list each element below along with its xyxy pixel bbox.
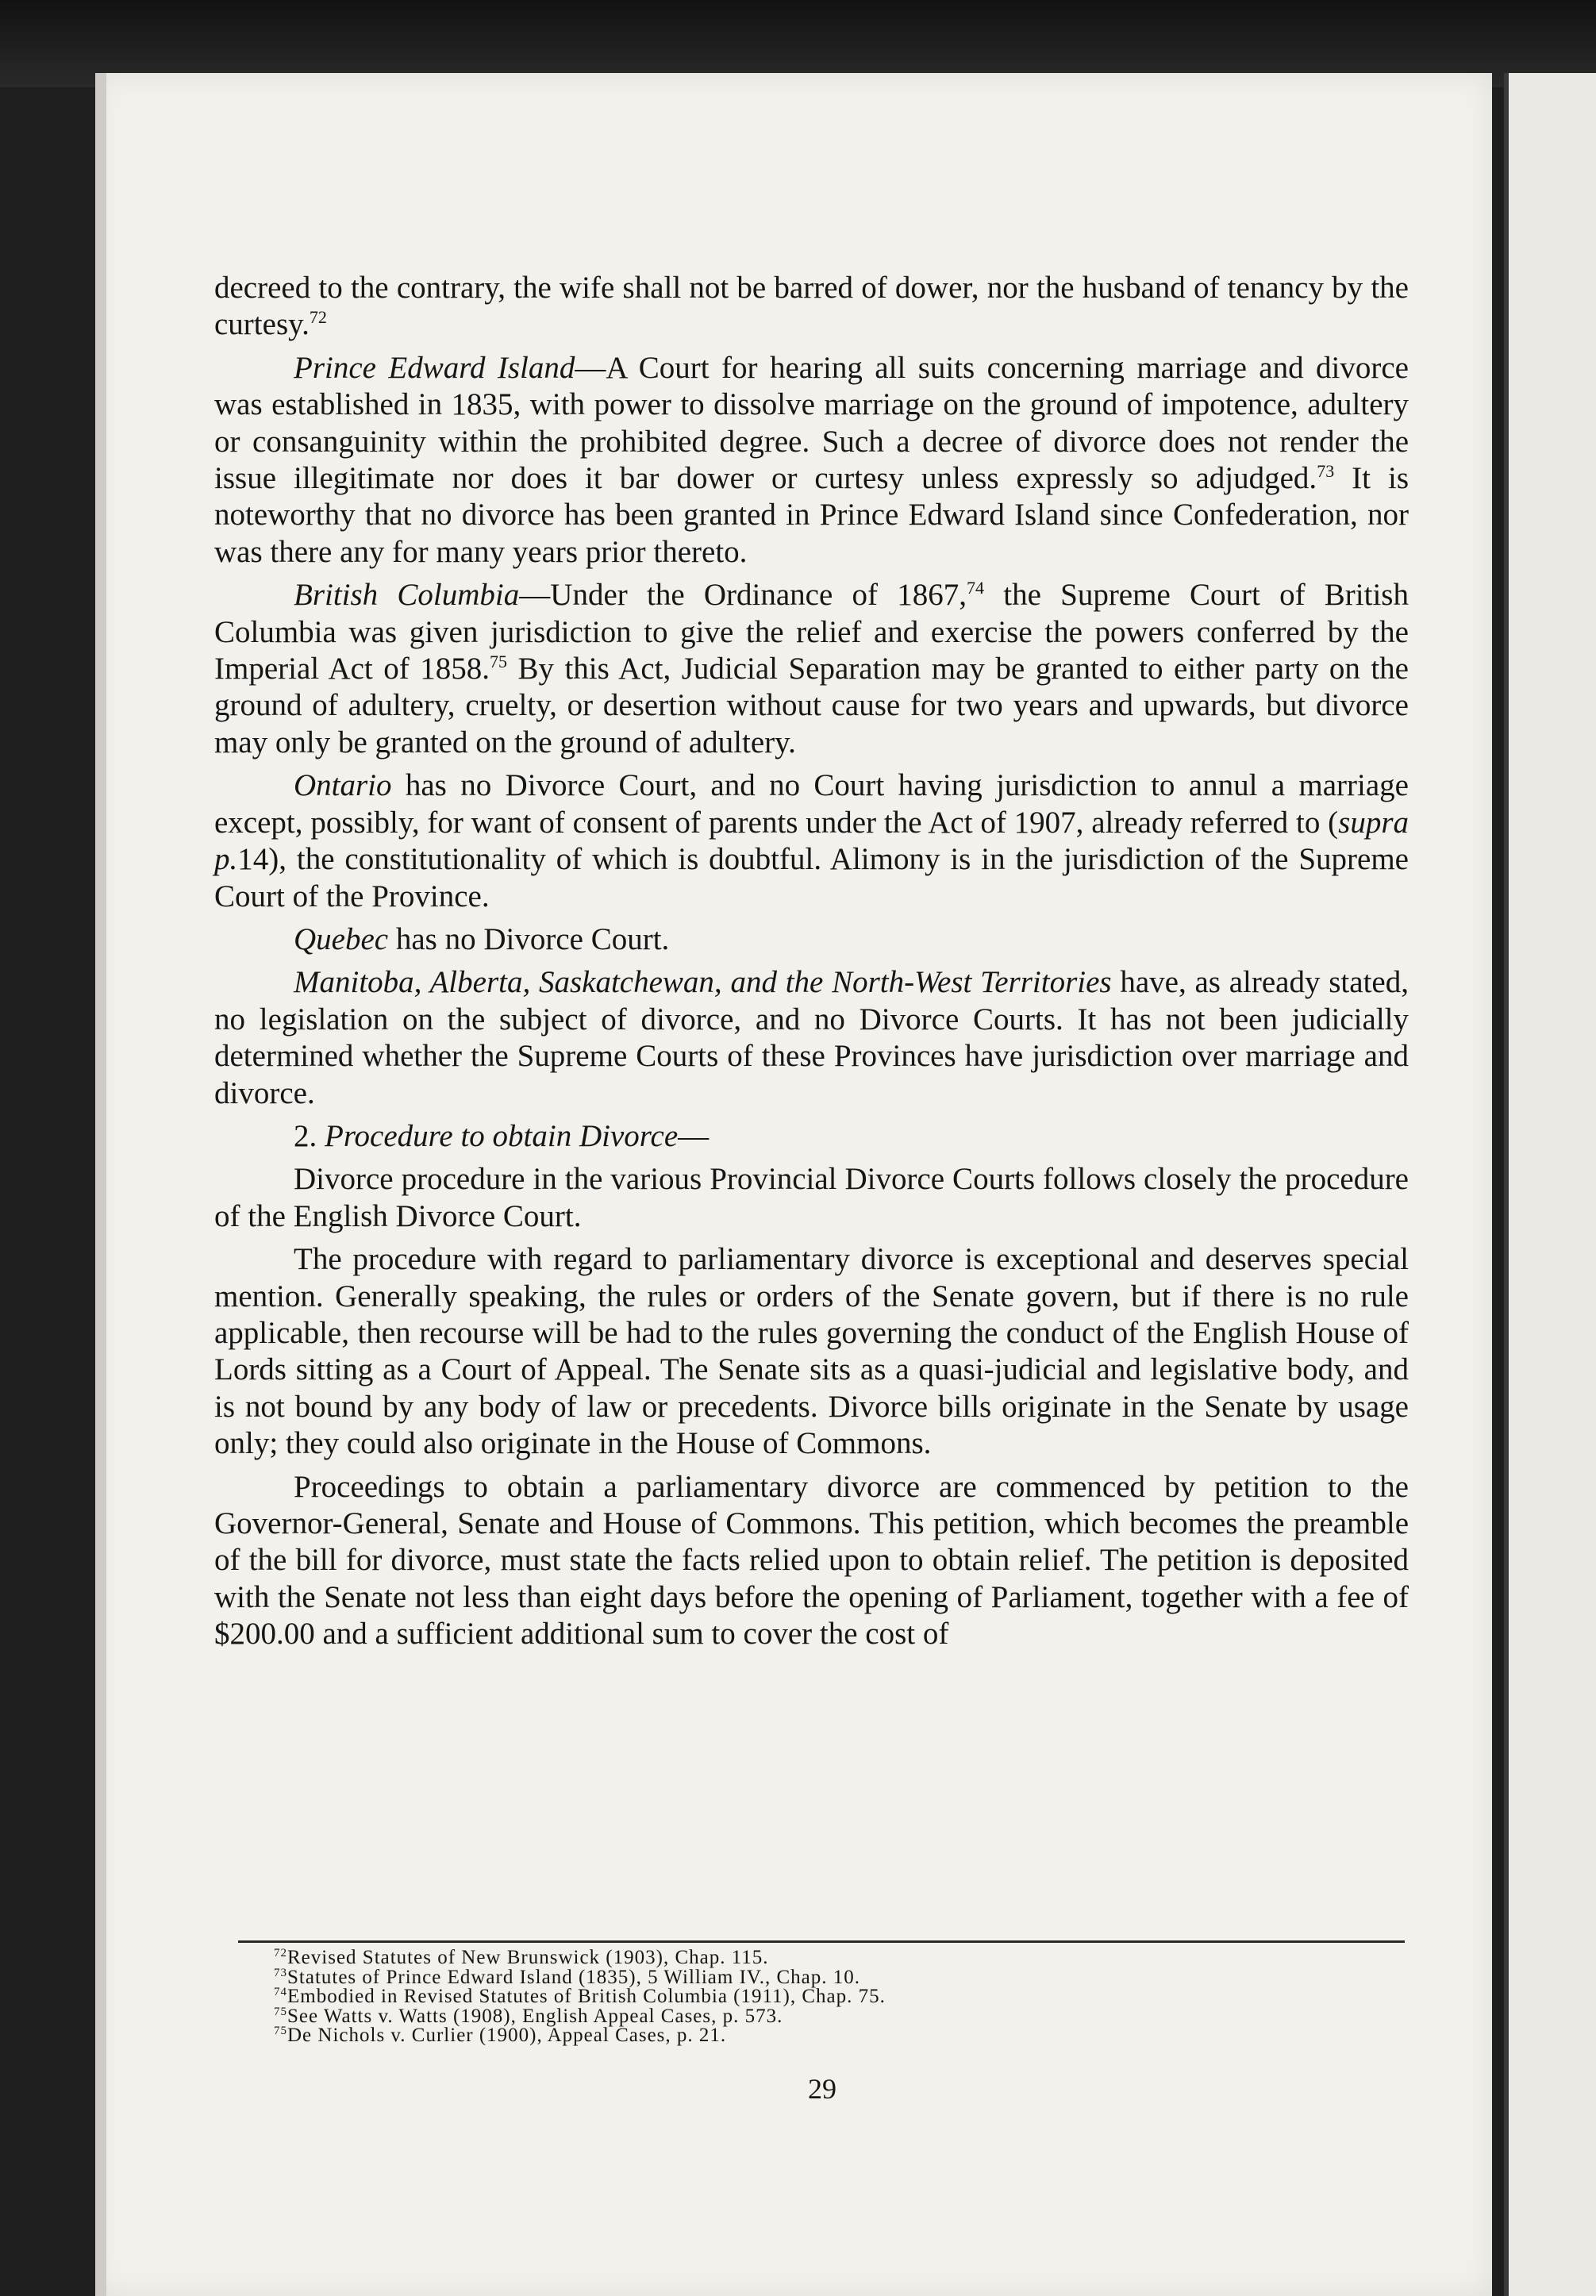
paragraph: [214, 767, 1409, 915]
paragraph: [214, 350, 1409, 571]
paragraph-text: —A Court for hearing all suits concerning marriage and divorce was established in 1835, with power to dissolve marriage on the ground of impotence, adultery or consanguinity within the prohibited degree. Such a decree of divorce does not render the issue illegitimate nor does it bar dower or curtesy unless expressly so adjudged.: [214, 350, 1409, 496]
paragraph: [214, 921, 1409, 958]
paragraph: [214, 1161, 1409, 1235]
footnote-mark: 73: [274, 1966, 287, 1979]
paragraph-text: the Supreme Court of British Columbia was given jurisdiction to give the relief and exercise the powers conferred by the Imperial Act of 1858.: [214, 578, 1409, 686]
footnote: [274, 2007, 1385, 2027]
paragraph-text: —: [678, 1118, 710, 1153]
paragraph-text: It is noteworthy that no divorce has been granted in Prince Edward Island since Confederation, nor was there any for many years prior thereto.: [214, 461, 1409, 569]
footnote-divider: [238, 1940, 1405, 1943]
paragraph-text: 14), the constitutionality of which is doubtful. Alimony is in the jurisdiction of the Supreme Court of the Province.: [214, 842, 1409, 913]
paragraph: [214, 577, 1409, 761]
footnote-text: Statutes of Prince Edward Island (1835), 5 William IV., Chap. 10.: [287, 1966, 860, 1988]
footnote-ref: 75: [489, 652, 507, 672]
paragraph-text: has no Divorce Court, and no Court having jurisdiction to annul a marriage except, possibly, for want of consent of parents under the Act of 1907, already referred to (: [214, 768, 1409, 840]
footnote: [274, 1968, 1385, 1988]
footnote-text: Revised Statutes of New Brunswick (1903), Chap. 115.: [287, 1947, 769, 1968]
province-heading: Prince Edward Island: [294, 350, 575, 385]
paragraph: [214, 1241, 1409, 1462]
paragraph-text: Proceedings to obtain a parliamentary divorce are commenced by petition to the Governor-General, Senate and House of Commons. This petition, which becomes the preamble of the bill for divorce, must state the facts relied upon to obtain relief. The petition is deposited with the Senate not less than eight days before the opening of Parliament, together with a fee of $200.00 and a sufficient additional sum to cover the cost of: [214, 1469, 1409, 1652]
footnote-ref: 73: [1317, 461, 1335, 482]
footnote: [274, 1987, 1385, 2007]
province-heading: Ontario: [294, 768, 392, 803]
footnote-text: Embodied in Revised Statutes of British Columbia (1911), Chap. 75.: [287, 1986, 886, 2008]
paragraph-text: By this Act, Judicial Separation may be granted to either party on the ground of adultery, cruelty, or desertion without cause for two years and upwards, but divorce may only be granted on the ground of adultery.: [214, 652, 1409, 760]
paragraph-text: has no Divorce Court.: [388, 921, 670, 956]
footnotes: [274, 1948, 1385, 2046]
footnote-mark: 74: [274, 1986, 287, 1999]
paragraph: [214, 1469, 1409, 1653]
adjacent-page-edge: [1504, 73, 1596, 2296]
footnote-mark: 75: [274, 2005, 287, 2018]
section-heading: [214, 1118, 1409, 1155]
paragraph-text: decreed to the contrary, the wife shall not be barred of dower, nor the husband of tenancy by the curtesy.: [214, 271, 1409, 342]
paragraph-text: Divorce procedure in the various Provincial Divorce Courts follows closely the procedure of the English Divorce Court.: [214, 1162, 1409, 1233]
citation-italic: supra p.: [214, 805, 1409, 877]
footnote: [274, 2026, 1385, 2046]
paragraph-text: —Under the Ordinance of 1867,: [519, 578, 967, 613]
section-number: 2.: [294, 1118, 325, 1153]
paragraph-text: The procedure with regard to parliamentary divorce is exceptional and deserves special mention. Generally speaking, the rules or orders of the Senate govern, but if there is no rule applicable, then recourse will be had to the rules governing the conduct of the English House of Lords sitting as a Court of Appeal. The Senate sits as a quasi-judicial and legislative body, and is not bound by any body of law or precedents. Divorce bills originate in the Senate by usage only; they could also originate in the House of Commons.: [214, 1242, 1409, 1461]
footnote-text: De Nichols v. Curlier (1900), Appeal Cases, p. 21.: [287, 2025, 727, 2047]
page-number: 29: [808, 2073, 836, 2105]
footnote-mark: 75: [274, 2025, 287, 2038]
paragraph: [214, 964, 1409, 1112]
paragraph: [214, 270, 1409, 344]
footnote-mark: 72: [274, 1947, 287, 1959]
page-gutter: [95, 73, 106, 2296]
footnote-ref: 74: [967, 578, 984, 598]
province-heading: Manitoba, Alberta, Saskatchewan, and the North-West Territories: [294, 965, 1112, 1000]
footnote-text: See Watts v. Watts (1908), English Appeal Cases, p. 573.: [287, 2005, 783, 2027]
footnote-ref: 72: [309, 307, 327, 328]
section-title: Procedure to obtain Divorce: [325, 1118, 679, 1153]
province-heading: British Columbia: [294, 578, 520, 613]
paragraph-text: have, as already stated, no legislation on the subject of divorce, and no Divorce Courts. It has not been judicially determined whether the Supreme Courts of these Provinces have jurisdiction over marriage and divorce.: [214, 965, 1409, 1110]
footnote: [274, 1948, 1385, 1968]
body-text: [214, 270, 1409, 1660]
province-heading: Quebec: [294, 921, 389, 956]
